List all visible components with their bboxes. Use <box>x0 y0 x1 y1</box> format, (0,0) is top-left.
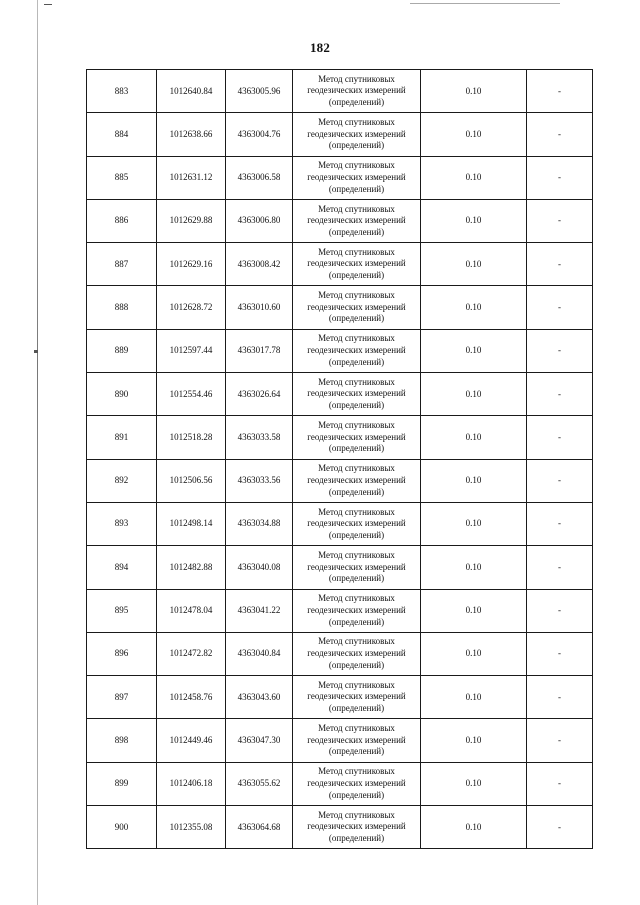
accuracy-cell: 0.10 <box>421 286 527 329</box>
table-row <box>87 286 593 329</box>
method-cell: Метод спутниковых геодезических измерений (определений) <box>293 502 421 545</box>
note-cell: - <box>527 113 593 156</box>
coordinates-table <box>86 69 593 849</box>
table-row <box>87 719 593 762</box>
y-coordinate-cell: 4363043.60 <box>226 676 293 719</box>
scan-edge-line <box>37 0 38 905</box>
x-coordinate-cell: 1012629.88 <box>157 199 226 242</box>
y-coordinate-cell: 4363064.68 <box>226 806 293 849</box>
x-coordinate-cell: 1012482.88 <box>157 546 226 589</box>
accuracy-cell: 0.10 <box>421 806 527 849</box>
point-number-cell: 890 <box>87 373 157 416</box>
method-cell: Метод спутниковых геодезических измерений (определений) <box>293 70 421 113</box>
accuracy-cell: 0.10 <box>421 113 527 156</box>
table-row <box>87 199 593 242</box>
note-cell: - <box>527 459 593 502</box>
accuracy-cell: 0.10 <box>421 502 527 545</box>
y-coordinate-cell: 4363026.64 <box>226 373 293 416</box>
point-number-cell: 892 <box>87 459 157 502</box>
note-cell: - <box>527 589 593 632</box>
point-number-cell: 896 <box>87 632 157 675</box>
point-number-cell: 894 <box>87 546 157 589</box>
note-cell: - <box>527 70 593 113</box>
method-cell: Метод спутниковых геодезических измерений (определений) <box>293 113 421 156</box>
table-row <box>87 243 593 286</box>
x-coordinate-cell: 1012478.04 <box>157 589 226 632</box>
accuracy-cell: 0.10 <box>421 762 527 805</box>
method-cell: Метод спутниковых геодезических измерений (определений) <box>293 286 421 329</box>
table-row <box>87 676 593 719</box>
point-number-cell: 888 <box>87 286 157 329</box>
point-number-cell: 886 <box>87 199 157 242</box>
accuracy-cell: 0.10 <box>421 459 527 502</box>
y-coordinate-cell: 4363033.56 <box>226 459 293 502</box>
x-coordinate-cell: 1012631.12 <box>157 156 226 199</box>
method-cell: Метод спутниковых геодезических измерений (определений) <box>293 589 421 632</box>
accuracy-cell: 0.10 <box>421 156 527 199</box>
note-cell: - <box>527 416 593 459</box>
note-cell: - <box>527 676 593 719</box>
note-cell: - <box>527 806 593 849</box>
note-cell: - <box>527 502 593 545</box>
accuracy-cell: 0.10 <box>421 719 527 762</box>
x-coordinate-cell: 1012638.66 <box>157 113 226 156</box>
method-cell: Метод спутниковых геодезических измерений (определений) <box>293 676 421 719</box>
accuracy-cell: 0.10 <box>421 373 527 416</box>
table-row <box>87 502 593 545</box>
method-cell: Метод спутниковых геодезических измерений (определений) <box>293 719 421 762</box>
method-cell: Метод спутниковых геодезических измерений (определений) <box>293 199 421 242</box>
point-number-cell: 893 <box>87 502 157 545</box>
point-number-cell: 898 <box>87 719 157 762</box>
point-number-cell: 899 <box>87 762 157 805</box>
point-number-cell: 897 <box>87 676 157 719</box>
y-coordinate-cell: 4363040.08 <box>226 546 293 589</box>
table-row <box>87 113 593 156</box>
x-coordinate-cell: 1012640.84 <box>157 70 226 113</box>
method-cell: Метод спутниковых геодезических измерений (определений) <box>293 373 421 416</box>
point-number-cell: 891 <box>87 416 157 459</box>
note-cell: - <box>527 632 593 675</box>
point-number-cell: 887 <box>87 243 157 286</box>
accuracy-cell: 0.10 <box>421 199 527 242</box>
x-coordinate-cell: 1012406.18 <box>157 762 226 805</box>
y-coordinate-cell: 4363055.62 <box>226 762 293 805</box>
y-coordinate-cell: 4363034.88 <box>226 502 293 545</box>
page-number: 182 <box>309 40 331 55</box>
note-cell: - <box>527 329 593 372</box>
y-coordinate-cell: 4363047.30 <box>226 719 293 762</box>
accuracy-cell: 0.10 <box>421 589 527 632</box>
table-row <box>87 373 593 416</box>
note-cell: - <box>527 719 593 762</box>
method-cell: Метод спутниковых геодезических измерений (определений) <box>293 459 421 502</box>
point-number-cell: 889 <box>87 329 157 372</box>
accuracy-cell: 0.10 <box>421 243 527 286</box>
scan-speck <box>410 3 560 4</box>
x-coordinate-cell: 1012518.28 <box>157 416 226 459</box>
y-coordinate-cell: 4363041.22 <box>226 589 293 632</box>
point-number-cell: 885 <box>87 156 157 199</box>
table-row <box>87 459 593 502</box>
table-row <box>87 632 593 675</box>
x-coordinate-cell: 1012554.46 <box>157 373 226 416</box>
x-coordinate-cell: 1012628.72 <box>157 286 226 329</box>
y-coordinate-cell: 4363006.58 <box>226 156 293 199</box>
y-coordinate-cell: 4363005.96 <box>226 70 293 113</box>
table-row <box>87 762 593 805</box>
x-coordinate-cell: 1012506.56 <box>157 459 226 502</box>
note-cell: - <box>527 156 593 199</box>
y-coordinate-cell: 4363010.60 <box>226 286 293 329</box>
x-coordinate-cell: 1012355.08 <box>157 806 226 849</box>
scan-speck <box>44 4 52 5</box>
x-coordinate-cell: 1012597.44 <box>157 329 226 372</box>
table-row <box>87 589 593 632</box>
table-row <box>87 70 593 113</box>
y-coordinate-cell: 4363006.80 <box>226 199 293 242</box>
point-number-cell: 900 <box>87 806 157 849</box>
accuracy-cell: 0.10 <box>421 70 527 113</box>
accuracy-cell: 0.10 <box>421 416 527 459</box>
table-row <box>87 156 593 199</box>
point-number-cell: 884 <box>87 113 157 156</box>
y-coordinate-cell: 4363004.76 <box>226 113 293 156</box>
method-cell: Метод спутниковых геодезических измерений (определений) <box>293 156 421 199</box>
accuracy-cell: 0.10 <box>421 676 527 719</box>
note-cell: - <box>527 546 593 589</box>
table-body <box>87 70 593 849</box>
y-coordinate-cell: 4363017.78 <box>226 329 293 372</box>
x-coordinate-cell: 1012449.46 <box>157 719 226 762</box>
method-cell: Метод спутниковых геодезических измерений (определений) <box>293 762 421 805</box>
point-number-cell: 883 <box>87 70 157 113</box>
table-row <box>87 546 593 589</box>
table-row <box>87 329 593 372</box>
x-coordinate-cell: 1012472.82 <box>157 632 226 675</box>
y-coordinate-cell: 4363008.42 <box>226 243 293 286</box>
note-cell: - <box>527 199 593 242</box>
x-coordinate-cell: 1012498.14 <box>157 502 226 545</box>
table-row <box>87 806 593 849</box>
method-cell: Метод спутниковых геодезических измерений (определений) <box>293 806 421 849</box>
method-cell: Метод спутниковых геодезических измерений (определений) <box>293 243 421 286</box>
method-cell: Метод спутниковых геодезических измерений (определений) <box>293 546 421 589</box>
note-cell: - <box>527 373 593 416</box>
method-cell: Метод спутниковых геодезических измерений (определений) <box>293 329 421 372</box>
method-cell: Метод спутниковых геодезических измерений (определений) <box>293 632 421 675</box>
accuracy-cell: 0.10 <box>421 632 527 675</box>
note-cell: - <box>527 286 593 329</box>
x-coordinate-cell: 1012458.76 <box>157 676 226 719</box>
scan-speck <box>34 350 38 353</box>
table-row <box>87 416 593 459</box>
y-coordinate-cell: 4363033.58 <box>226 416 293 459</box>
note-cell: - <box>527 243 593 286</box>
y-coordinate-cell: 4363040.84 <box>226 632 293 675</box>
note-cell: - <box>527 762 593 805</box>
method-cell: Метод спутниковых геодезических измерений (определений) <box>293 416 421 459</box>
point-number-cell: 895 <box>87 589 157 632</box>
x-coordinate-cell: 1012629.16 <box>157 243 226 286</box>
accuracy-cell: 0.10 <box>421 329 527 372</box>
accuracy-cell: 0.10 <box>421 546 527 589</box>
